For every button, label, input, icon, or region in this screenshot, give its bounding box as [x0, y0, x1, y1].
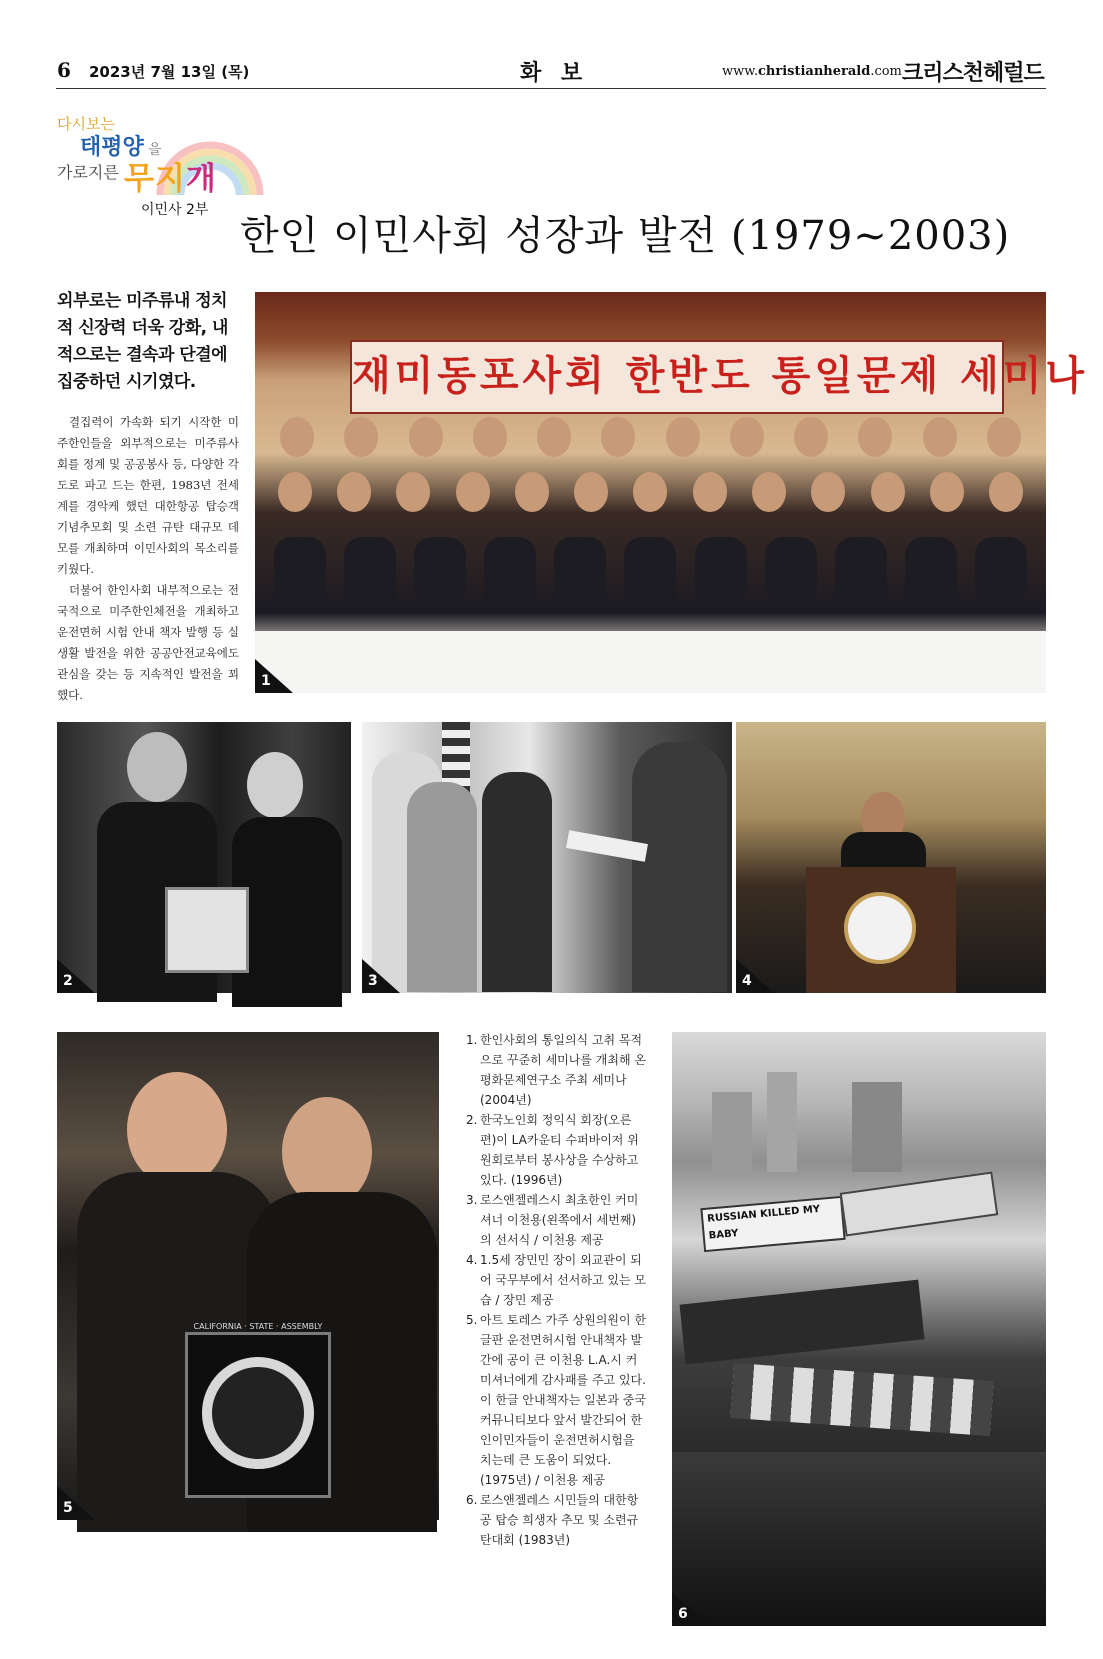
article-body — [57, 412, 239, 706]
article-lead: 외부로는 미주류내 정치적 신장력 더욱 강화, 내적으로는 결속과 단결에 집중하던 시기였다. — [57, 291, 228, 392]
plaque-text: CALIFORNIA · STATE · ASSEMBLY — [193, 1322, 323, 1331]
series-label-line2: 태평양 — [80, 135, 144, 160]
series-label-line1: 다시보는 — [57, 115, 115, 133]
url-prefix: www. — [722, 64, 758, 79]
page-number: 6 — [57, 58, 71, 82]
crowd-front-row — [265, 537, 1036, 607]
head-table — [255, 631, 1046, 693]
series-subtitle: 이민사 2부 — [141, 202, 209, 218]
crowd-middle-row — [265, 472, 1036, 512]
photo-protest-rally — [672, 1032, 1046, 1626]
url-domain: christianherald — [757, 64, 871, 79]
issue-date: 2023년 7월 13일 (목) — [89, 63, 250, 81]
photo-award-plaque — [57, 722, 351, 993]
series-rainbow-b: 개 — [185, 161, 217, 197]
body-paragraph: 더불어 한인사회 내부적으로는 전국적으로 미주한인체전을 개최하고 운전면허 시험 안내 책자 발행 등 실생활 발전을 위한 공공안전교육에도 관심을 갖는 등 지속적인 발전을 꾀했다. — [57, 583, 239, 702]
website-url[interactable] — [722, 64, 902, 79]
coffin — [680, 1280, 925, 1365]
photo-oath-ceremony — [362, 722, 732, 993]
header-divider — [56, 88, 1046, 89]
url-suffix: .com — [870, 64, 902, 79]
caption-item: 3. 로스앤젤레스시 최초한인 커미셔너 이천용(왼쪽에서 세번째)의 선서식 / 이천용 제공 — [466, 1193, 639, 1247]
photo-number: 3 — [368, 973, 378, 989]
crowd-back-row — [265, 417, 1036, 457]
section-title: 화 보 — [520, 61, 589, 86]
series-rainbow-a: 무지 — [124, 161, 186, 197]
photo-number: 4 — [742, 973, 752, 989]
article-title: 한인 이민사회 성장과 발전 (1979~2003) — [240, 213, 1011, 259]
assembly-plaque — [185, 1332, 331, 1498]
coffin-flag — [730, 1363, 993, 1436]
protest-sign: RUSSIAN KILLED MY BABY — [700, 1196, 845, 1252]
series-label-rainbow — [124, 153, 217, 198]
photo-appreciation-plaque — [57, 1032, 439, 1520]
photo-number: 5 — [63, 1500, 73, 1516]
seal-icon — [844, 892, 916, 964]
body-paragraph: 결집력이 가속화 되기 시작한 미주한인들을 외부적으로는 미주류사회를 정계 및 공공봉사 등, 다양한 각도로 파고 드는 한편, 1983년 전세계를 경악케 했던 대한항공 탑승객 기념추모회 및 소련 규탄 대규모 데모를 개최하며 이민사회의 목소리를 키웠다. — [57, 415, 239, 576]
caption-item: 4. 1.5세 장민민 장이 외교관이 되어 국무부에서 선서하고 있는 모습 / 장민 제공 — [466, 1253, 646, 1307]
photo-number: 1 — [261, 673, 271, 689]
photo-number: 2 — [63, 973, 73, 989]
newspaper-logo: 크리스천헤럴드 — [902, 61, 1044, 86]
seminar-banner: 재미동포사회 한반도 통일문제 세미나 — [350, 340, 1004, 414]
caption-item: 6. 로스앤젤레스 시민들의 대한항공 탑승 희생자 추모 및 소련규탄대회 (1983년) — [466, 1493, 639, 1547]
award-plaque — [165, 887, 249, 973]
series-label-line2-suffix: 을 — [148, 142, 162, 158]
photo-seminar-group — [255, 292, 1089, 693]
photo-captions — [466, 1030, 646, 1550]
caption-item: 2. 한국노인회 정익식 회장(오른편)이 LA카운티 수퍼바이저 위원회로부터 봉사상을 수상하고 있다. (1996년) — [466, 1113, 639, 1187]
caption-item: 5. 아트 토레스 가주 상원의원이 한글판 운전면허시험 안내책자 발간에 공이 큰 이천용 L.A.시 커미셔너에게 감사패를 주고 있다. 이 한글 안내책자는 일본과 중국 커뮤니티보다 앞서 발간되어 한인이민자들이 운전면허시험을 치는데 큰 도움이 되었다. (1975년) / 이천용 제공 — [466, 1313, 646, 1487]
caption-item: 1. 한인사회의 통일의식 고취 목적으로 꾸준히 세미나를 개최해 온 평화문제연구소 주최 세미나 (2004년) — [466, 1033, 646, 1107]
photo-number: 6 — [678, 1606, 688, 1622]
photo-podium-speech — [736, 722, 1046, 993]
series-label-line3: 가로지른 — [57, 163, 119, 182]
